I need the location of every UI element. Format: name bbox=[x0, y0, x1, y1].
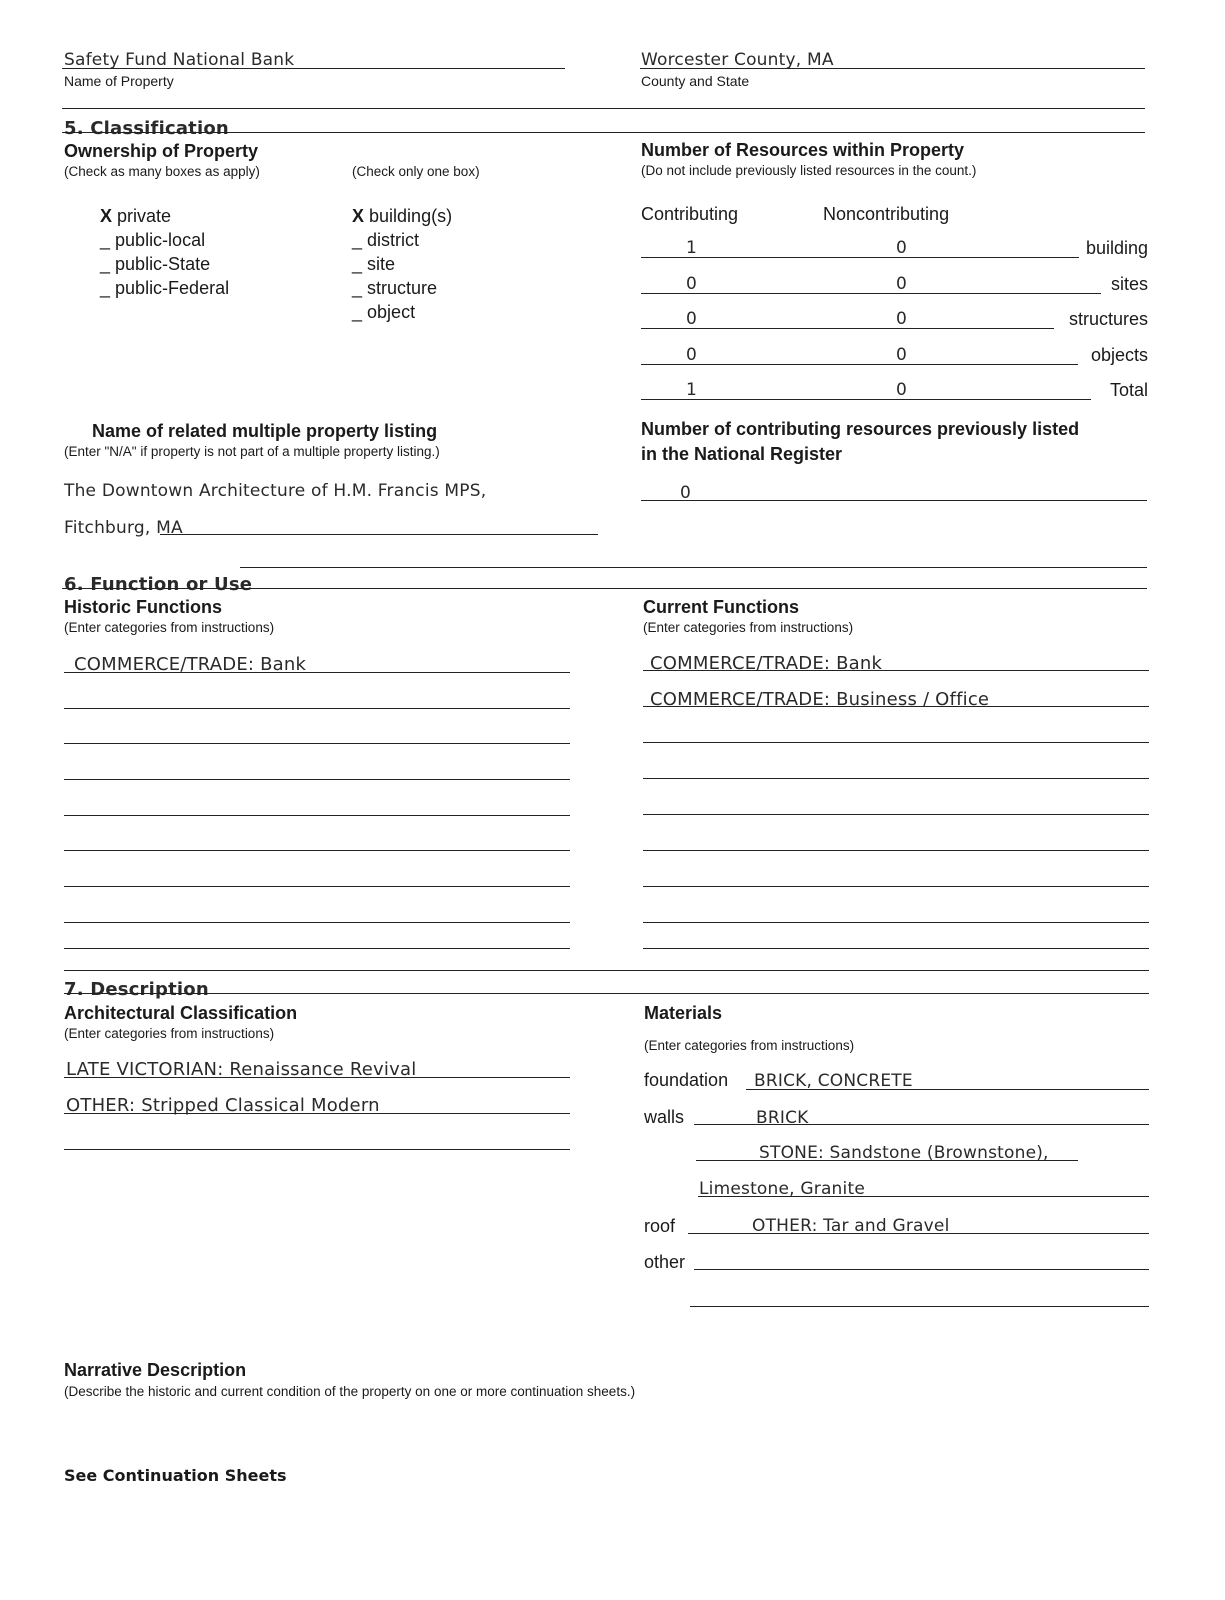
other-line-2 bbox=[690, 1306, 1149, 1307]
historic-line bbox=[64, 850, 570, 851]
section-5-line bbox=[62, 132, 1145, 133]
historic-line bbox=[64, 815, 570, 816]
see-continuation: See Continuation Sheets bbox=[64, 1466, 287, 1485]
arch-note: (Enter categories from instructions) bbox=[64, 1026, 275, 1041]
historic-line bbox=[64, 948, 570, 949]
historic-line bbox=[64, 708, 570, 709]
ownership-option[interactable]: _ public-State bbox=[100, 254, 211, 274]
roof-line bbox=[688, 1233, 1149, 1234]
category-option[interactable]: X building(s) bbox=[352, 206, 453, 226]
resource-label: objects bbox=[1090, 345, 1148, 365]
category-options bbox=[352, 204, 452, 324]
previously-listed-heading-2: in the National Register bbox=[641, 444, 843, 464]
resource-label: building bbox=[1085, 238, 1148, 258]
historic-note: (Enter categories from instructions) bbox=[64, 620, 275, 635]
header-divider bbox=[62, 108, 1145, 109]
materials-note: (Enter categories from instructions) bbox=[644, 1038, 855, 1053]
historic-line bbox=[64, 779, 570, 780]
resources-note: (Do not include previously listed resources in the count.) bbox=[641, 163, 977, 178]
walls-value: BRICK bbox=[756, 1108, 809, 1128]
resource-line bbox=[641, 293, 1101, 294]
multiple-listing-line2: Fitchburg, MA bbox=[64, 518, 183, 538]
historic-value: COMMERCE/TRADE: Bank bbox=[74, 654, 307, 675]
county-state-label: County and State bbox=[641, 73, 750, 89]
walls-line bbox=[694, 1124, 1149, 1125]
resource-label: sites bbox=[1110, 274, 1148, 294]
multiple-listing-line1: The Downtown Architecture of H.M. Francis MPS, bbox=[64, 481, 487, 501]
resource-contributing: 1 bbox=[686, 380, 698, 400]
foundation-label: foundation bbox=[644, 1070, 729, 1090]
section-7-title: 7. Description bbox=[64, 979, 209, 1000]
county-state: Worcester County, MA bbox=[641, 50, 834, 70]
other-label: other bbox=[644, 1252, 686, 1272]
arch-line bbox=[64, 1149, 570, 1150]
resource-contributing: 0 bbox=[686, 309, 698, 329]
current-line bbox=[643, 886, 1149, 887]
historic-heading: Historic Functions bbox=[64, 597, 223, 617]
resource-line bbox=[641, 364, 1078, 365]
foundation-value: BRICK, CONCRETE bbox=[754, 1071, 913, 1091]
ownership-options bbox=[100, 204, 229, 300]
ownership-option[interactable]: _ public-Federal bbox=[100, 278, 230, 298]
current-line bbox=[643, 922, 1149, 923]
noncontributing-label: Noncontributing bbox=[823, 204, 950, 224]
current-line bbox=[643, 814, 1149, 815]
walls-line-2 bbox=[696, 1160, 1078, 1161]
roof-label: roof bbox=[644, 1216, 676, 1236]
resource-contributing: 0 bbox=[686, 274, 698, 294]
current-heading: Current Functions bbox=[643, 597, 799, 617]
current-line bbox=[643, 742, 1149, 743]
section-6-line bbox=[62, 588, 1147, 589]
current-line bbox=[643, 948, 1149, 949]
category-option[interactable]: _ structure bbox=[352, 278, 438, 298]
current-line bbox=[643, 706, 1149, 707]
arch-value: LATE VICTORIAN: Renaissance Revival bbox=[66, 1059, 417, 1080]
ownership-note: (Check as many boxes as apply) bbox=[64, 164, 260, 179]
arch-value: OTHER: Stripped Classical Modern bbox=[66, 1095, 380, 1116]
previously-listed-value: 0 bbox=[680, 483, 692, 503]
ownership-option[interactable]: _ public-local bbox=[100, 230, 206, 250]
resource-label: structures bbox=[1068, 309, 1148, 329]
resources-heading: Number of Resources within Property bbox=[641, 140, 965, 160]
current-note: (Enter categories from instructions) bbox=[643, 620, 854, 635]
resource-noncontributing: 0 bbox=[896, 309, 908, 329]
current-value: COMMERCE/TRADE: Business / Office bbox=[650, 689, 990, 710]
section-6-end-line bbox=[64, 970, 1149, 971]
multiple-listing-note: (Enter "N/A" if property is not part of a multiple property listing.) bbox=[64, 444, 440, 459]
resource-noncontributing: 0 bbox=[896, 238, 908, 258]
multiple-listing-line bbox=[160, 534, 598, 535]
property-name-label: Name of Property bbox=[64, 73, 174, 89]
historic-line bbox=[64, 672, 570, 673]
walls-label: walls bbox=[644, 1107, 685, 1127]
ownership-option[interactable]: X private bbox=[100, 206, 172, 226]
current-line bbox=[643, 850, 1149, 851]
property-name: Safety Fund National Bank bbox=[64, 50, 295, 70]
section-5-end-line bbox=[240, 567, 1147, 568]
narrative-note: (Describe the historic and current condition of the property on one or more continuation sheets.) bbox=[64, 1384, 636, 1399]
current-line bbox=[643, 778, 1149, 779]
walls-value-2: STONE: Sandstone (Brownstone), bbox=[759, 1143, 1049, 1163]
historic-line bbox=[64, 743, 570, 744]
category-option[interactable]: _ object bbox=[352, 302, 416, 322]
narrative-heading: Narrative Description bbox=[64, 1360, 247, 1380]
category-option[interactable]: _ district bbox=[352, 230, 420, 250]
multiple-listing-heading: Name of related multiple property listing bbox=[92, 421, 438, 441]
resource-noncontributing: 0 bbox=[896, 380, 908, 400]
category-option[interactable]: _ site bbox=[352, 254, 396, 274]
previously-listed-heading-1: Number of contributing resources previously listed bbox=[641, 419, 1080, 439]
category-note: (Check only one box) bbox=[352, 164, 480, 179]
resource-label: Total bbox=[1109, 380, 1148, 400]
previously-listed-line bbox=[641, 500, 1147, 501]
resource-line bbox=[641, 328, 1054, 329]
section-6-title: 6. Function or Use bbox=[64, 574, 253, 595]
foundation-line bbox=[746, 1089, 1149, 1090]
resource-line bbox=[641, 257, 1079, 258]
walls-value-3: Limestone, Granite bbox=[699, 1179, 865, 1199]
resource-contributing: 1 bbox=[686, 238, 698, 258]
arch-heading: Architectural Classification bbox=[64, 1003, 298, 1023]
roof-value: OTHER: Tar and Gravel bbox=[752, 1216, 950, 1236]
other-line bbox=[694, 1269, 1149, 1270]
resource-noncontributing: 0 bbox=[896, 274, 908, 294]
resource-contributing: 0 bbox=[686, 345, 698, 365]
walls-line-3 bbox=[698, 1196, 1149, 1197]
county-state-line bbox=[640, 68, 1145, 69]
ownership-heading: Ownership of Property bbox=[64, 141, 259, 161]
current-value: COMMERCE/TRADE: Bank bbox=[650, 653, 883, 674]
resource-line bbox=[641, 399, 1091, 400]
section-7-line bbox=[64, 993, 1149, 994]
section-5-title: 5. Classification bbox=[64, 118, 229, 139]
contributing-label: Contributing bbox=[641, 204, 739, 224]
arch-line bbox=[64, 1113, 570, 1114]
property-name-line bbox=[62, 68, 565, 69]
materials-heading: Materials bbox=[644, 1003, 723, 1023]
arch-line bbox=[64, 1077, 570, 1078]
resource-noncontributing: 0 bbox=[896, 345, 908, 365]
historic-line bbox=[64, 886, 570, 887]
current-line bbox=[643, 670, 1149, 671]
historic-line bbox=[64, 922, 570, 923]
